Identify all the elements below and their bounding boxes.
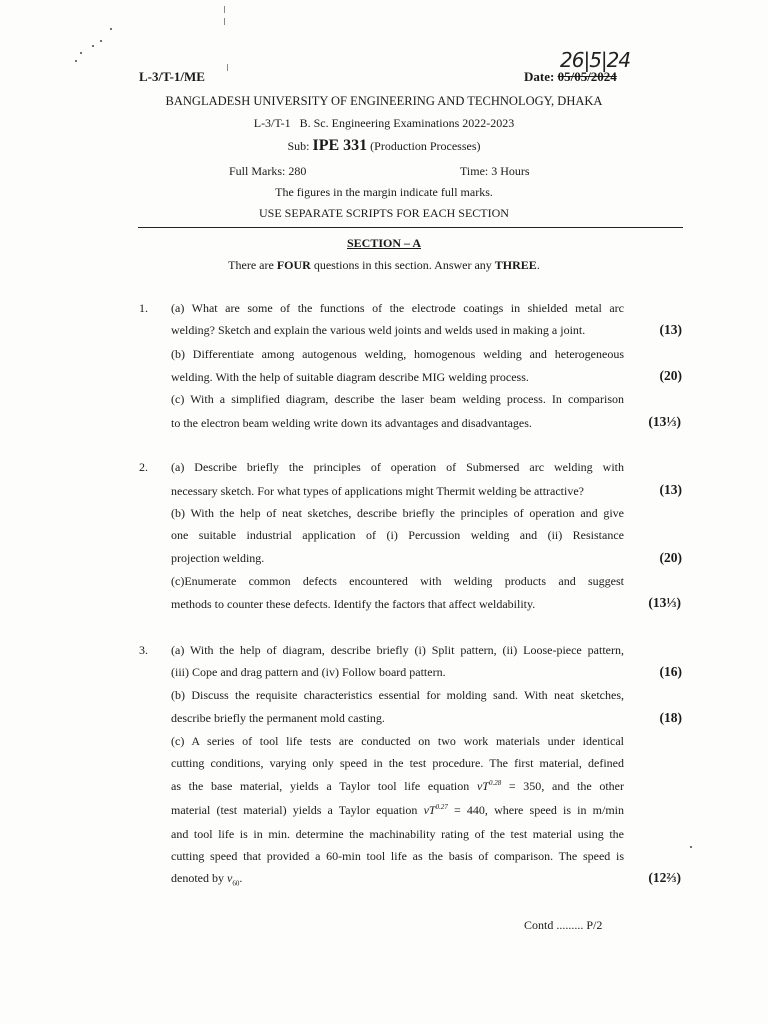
q2-a-marks: (13) — [659, 482, 682, 497]
scan-speck — [100, 40, 102, 42]
q1-c-marks: (13⅓) — [648, 414, 681, 429]
q3-c-line2: cutting conditions, varying only speed in the test procedure. The first material, defined — [171, 756, 624, 770]
q3-c-line7 — [171, 871, 624, 887]
scan-speck — [80, 52, 82, 54]
q3-c-line6: cutting speed that provided a 60-min tool life as the basis of comparison. The speed is — [171, 849, 624, 863]
scan-speck — [92, 45, 94, 47]
q2-a-line1: (a) Describe briefly the principles of operation of Submersed arc welding with — [171, 460, 624, 474]
q1-b-marks: (20) — [659, 368, 682, 383]
q3-c-line1: (c) A series of tool life tests are conducted on two work materials under identical — [171, 734, 624, 748]
instr-text: questions in this section. Answer any — [310, 258, 495, 272]
q3-c-text: . — [239, 871, 243, 885]
q2-b-line1: (b) With the help of neat sketches, describe briefly the principles of operation and give — [171, 506, 624, 520]
section-title: SECTION – A — [346, 236, 422, 250]
question-number: 2. — [139, 460, 148, 474]
paper-code: L-3/T-1/ME — [139, 69, 205, 84]
q3-c-line5: and tool life is in min. determine the machinability rating of the test material using the — [171, 827, 624, 841]
q2-b-line3: projection welding. — [171, 551, 265, 565]
q3-c-line4 — [171, 803, 624, 818]
scan-speck — [224, 6, 225, 13]
q3-a-marks: (16) — [659, 664, 682, 679]
q3-b-line1: (b) Discuss the requisite characteristics essential for molding sand. With neat sketches, — [171, 688, 624, 702]
subject-line — [0, 137, 768, 155]
q3-c-line3 — [171, 779, 624, 794]
section-instructions — [0, 258, 768, 273]
q3-b-marks: (18) — [659, 710, 682, 725]
scan-speck — [75, 60, 77, 62]
scan-speck — [690, 846, 692, 848]
eq-var: vT — [476, 779, 489, 793]
eq-exponent: 0.28 — [488, 779, 502, 787]
instr-three: THREE — [494, 258, 537, 272]
subject-name: (Production Processes) — [370, 139, 481, 153]
question-number: 1. — [139, 301, 148, 315]
question-number: 3. — [139, 643, 148, 657]
q2-c-line1: (c)Enumerate common defects encountered with welding products and suggest — [171, 574, 624, 588]
instr-text: There are — [228, 258, 277, 272]
speed-symbol: v — [227, 871, 233, 885]
exam-title: L-3/T-1 B. Sc. Engineering Examinations 2022-2023 — [253, 116, 515, 130]
q1-a-line1: (a) What are some of the functions of the electrode coatings in shielded metal arc — [171, 301, 624, 315]
eq-rhs: = 350 — [501, 779, 542, 793]
date-label: Date: — [524, 69, 555, 84]
q3-c-text: material (test material) yields a Taylor equation — [171, 803, 424, 817]
speed-subscript: 60 — [232, 879, 240, 888]
q1-b-line1: (b) Differentiate among autogenous welding, homogenous welding and heterogeneous — [171, 347, 624, 361]
eq-var: vT — [423, 803, 436, 817]
eq-exponent: 0.27 — [435, 803, 448, 811]
instr-text: . — [536, 258, 540, 272]
university-name: BANGLADESH UNIVERSITY OF ENGINEERING AND TECHNOLOGY, DHAKA — [165, 94, 603, 108]
q1-a-line2: welding? Sketch and explain the various weld joints and welds used in making a joint. — [171, 323, 586, 337]
q3-c-text: , and the other — [541, 779, 624, 793]
date-printed: 05/05/2024 — [557, 69, 617, 84]
q3-c-text: denoted by — [171, 871, 227, 885]
header-divider — [138, 227, 683, 228]
q3-c-text: as the base material, yields a Taylor tool life equation — [171, 779, 477, 793]
separate-scripts-note: USE SEPARATE SCRIPTS FOR EACH SECTION — [259, 206, 509, 220]
time-allowed: Time: 3 Hours — [460, 164, 530, 178]
q2-c-marks: (13⅓) — [648, 595, 681, 610]
scan-speck — [227, 64, 228, 71]
taylor-equation-base — [477, 779, 501, 793]
margin-note: The figures in the margin indicate full marks. — [275, 185, 493, 199]
q2-c-line2: methods to counter these defects. Identify the factors that affect weldability. — [171, 597, 536, 611]
q2-a-line2: necessary sketch. For what types of applications might Thermit welding be attractive? — [171, 484, 584, 498]
taylor-equation-test — [424, 803, 448, 817]
subject-prefix: Sub: — [287, 139, 310, 153]
scan-speck — [224, 18, 225, 25]
q2-b-line2: one suitable industrial application of (i) Percussion welding and (ii) Resistance — [171, 528, 624, 542]
q3-a-line2: (iii) Cope and drag pattern and (iv) Follow board pattern. — [171, 665, 446, 679]
q3-a-line1: (a) With the help of diagram, describe briefly (i) Split pattern, (ii) Loose-piece pattern, — [171, 643, 624, 657]
q1-c-line2: to the electron beam welding write down its advantages and disadvantages. — [171, 416, 532, 430]
q1-b-line2: welding. With the help of suitable diagram describe MIG welding process. — [171, 370, 529, 384]
q1-c-line1: (c) With a simplified diagram, describe the laser beam welding process. In comparison — [171, 392, 624, 406]
scan-speck — [110, 28, 112, 30]
q3-c-text: , where speed is in m/min — [484, 803, 624, 817]
q2-b-marks: (20) — [659, 550, 682, 565]
continued-note: Contd ......... P/2 — [524, 918, 603, 932]
q1-a-marks: (13) — [659, 322, 682, 337]
instr-four: FOUR — [276, 258, 311, 272]
q3-c-marks: (12⅔) — [648, 870, 681, 885]
q3-b-line2: describe briefly the permanent mold casting. — [171, 711, 385, 725]
full-marks: Full Marks: 280 — [229, 164, 307, 178]
subject-code: IPE 331 — [312, 137, 368, 154]
date-handwritten: 26|5|24 — [560, 48, 631, 72]
eq-rhs: = 440 — [447, 803, 485, 817]
